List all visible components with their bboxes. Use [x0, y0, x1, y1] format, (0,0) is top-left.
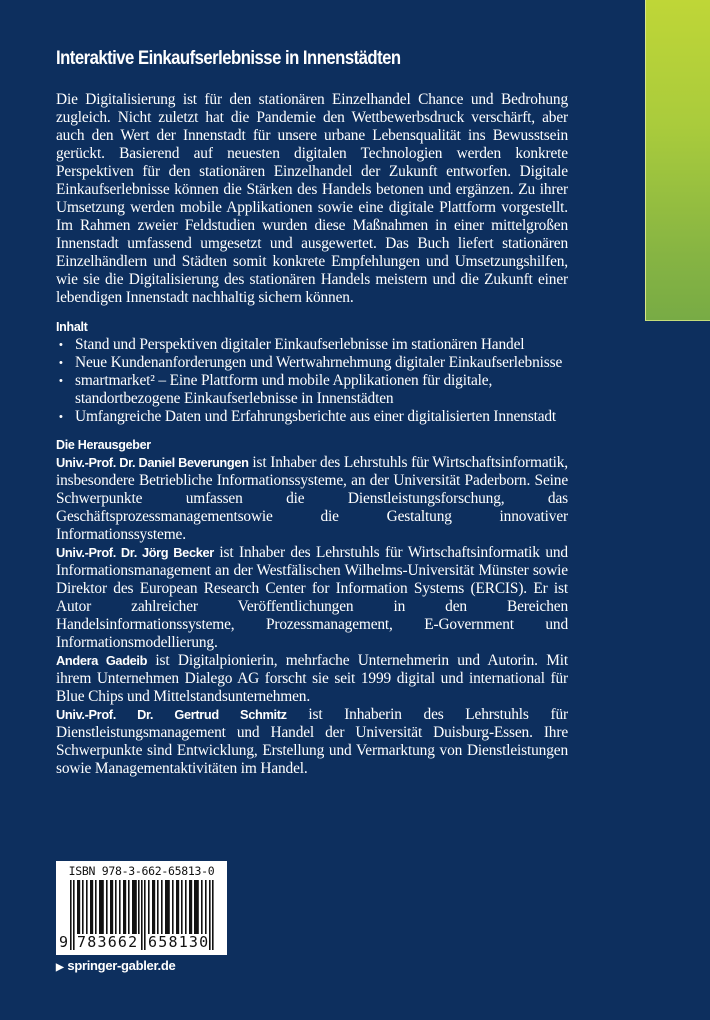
ean-left-group: 783662 — [77, 933, 139, 951]
editor-name: Univ.-Prof. Dr. Jörg Becker — [56, 545, 214, 560]
contents-item: • Stand und Perspektiven digitaler Einkaufserlebnisse im stationären Handel — [59, 336, 525, 353]
editor-bio — [56, 454, 568, 544]
book-title: Interaktive Einkaufserlebnisse in Innenstädten — [56, 48, 401, 69]
editor-name: Univ.-Prof. Dr. Daniel Beverungen — [56, 455, 249, 470]
editor-name: Andera Gadeib — [56, 653, 148, 668]
contents-list — [56, 336, 568, 426]
isbn-barcode — [56, 861, 227, 955]
isbn-label: ISBN 978-3-662-65813-0 — [68, 864, 215, 878]
bullet-icon: • — [59, 357, 63, 369]
publisher-url: springer-gabler.de — [67, 958, 176, 973]
accent-stripe — [645, 0, 710, 321]
bullet-icon: • — [59, 375, 63, 387]
ean-first-digit: 9 — [59, 933, 70, 951]
contents-item: • smartmarket² – Eine Plattform und mobile Applikationen für digitale, standortbezogene Einkaufserlebnisse in Innenstädten — [59, 372, 493, 407]
editor-bio — [56, 544, 568, 652]
editor-bio-text: ist Digitalpionierin, mehrfache Unternehmerin und Autorin. Mit ihrem Unternehmen Dialego AG forscht sie seit 1999 digital und international für Blue Chips und Mittelstandsunternehmen. — [56, 652, 568, 705]
play-arrow-icon: ▶ — [56, 962, 64, 973]
editor-bio-text: ist Inhaber des Lehrstuhls für Wirtschaftsinformatik, insbesondere Betriebliche Informationssysteme, an der Universität Paderborn. Seine Schwerpunkte umfassen die Dienstleistungsforschung, das Geschäftsprozessmanagementsowie die Gestaltung innovativer Informationssysteme. — [56, 454, 569, 543]
bullet-icon: • — [59, 411, 63, 423]
bullet-icon: • — [59, 339, 63, 351]
editor-bio — [56, 706, 568, 778]
editor-name: Univ.-Prof. Dr. Gertrud Schmitz — [56, 707, 287, 722]
contents-item: • Umfangreiche Daten und Erfahrungsberichte aus einer digitalisierten Innenstadt — [59, 408, 557, 425]
editor-bio-text: ist Inhaberin des Lehrstuhls für Dienstleistungsmanagement und Handel der Universität Duisburg-Essen. Ihre Schwerpunkte sind Entwicklung, Erstellung und Vermarktung von Dienstleistungen sowie Managementaktivitäten im Handel. — [56, 706, 568, 777]
editor-bio-text: ist Inhaber des Lehrstuhls für Wirtschaftsinformatik und Informationsmanagement an der Westfälischen Wilhelms-Universität Münster sowie Direktor des European Research Center for Information Systems (ERCIS). Er ist Autor zahlreicher Veröffentlichungen in den Bereichen Handelsinformationssysteme, Prozessmanagement, E-Government und Informationsmodellierung. — [56, 544, 568, 651]
editor-bio — [56, 652, 568, 706]
intro-paragraph: Die Digitalisierung ist für den stationären Einzelhandel Chance und Bedrohung zugleich. Nicht zuletzt hat die Pandemie den Wettbewerbsdruck verschärft, aber auch den Wert der Innenstadt für unsere urbane Lebensqualität ins Bewusstsein gerückt. Basierend auf neuesten digitalen Technologien werden konkrete Perspektiven für den stationären Einzelhandel der Zukunft entworfen. Digitale Einkaufserlebnisse können die Stärken des Handels betonen und ergänzen. Zu ihrer Umsetzung werden mobile Applikationen sowie eine digitale Plattform vorgestellt. Im Rahmen zweier Feldstudien wurden diese Maßnahmen in einer mittelgroßen Innenstadt umfassend umgesetzt und ausgewertet. Das Buch liefert stationären Einzelhändlern und Städten somit konkrete Empfehlungen und Umsetzungshilfen, wie sie die Digitalisierung des stationären Handels meistern und die Zukunft einer lebendigen Innenstadt nachhaltig sichern können. — [56, 91, 568, 306]
back-cover-content — [56, 46, 568, 778]
publisher-link[interactable] — [56, 958, 175, 973]
contents-heading: Inhalt — [56, 320, 88, 334]
ean-right-group: 658130 — [148, 933, 210, 951]
contents-item: • Neue Kundenanforderungen und Wertwahrnehmung digitaler Einkaufserlebnisse — [59, 354, 563, 371]
editors-heading: Die Herausgeber — [56, 438, 151, 452]
